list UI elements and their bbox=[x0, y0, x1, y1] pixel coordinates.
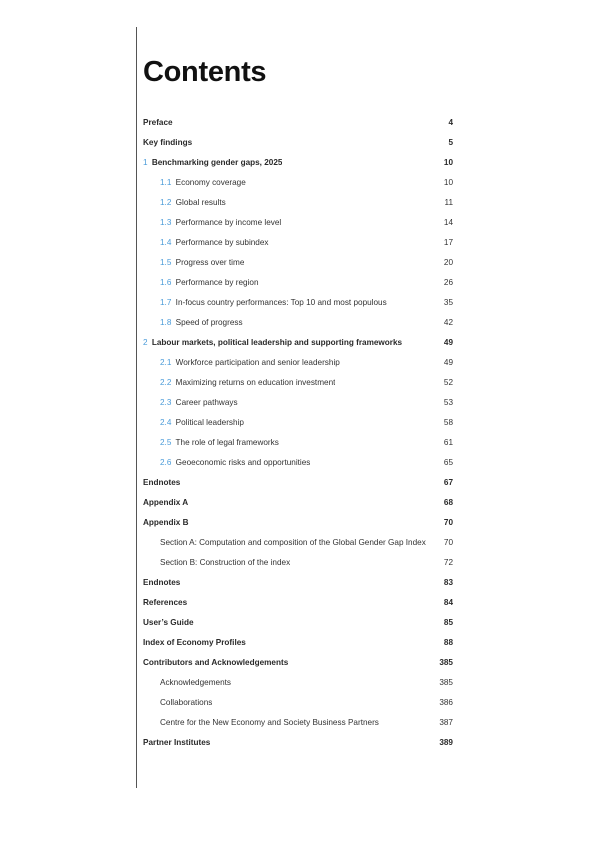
toc-entry[interactable] bbox=[143, 473, 453, 493]
toc-entry-text: Global results bbox=[175, 198, 226, 207]
toc-entry[interactable] bbox=[143, 333, 453, 353]
toc-entry-number: 2.5 bbox=[160, 438, 172, 447]
toc-entry-page: 53 bbox=[443, 398, 453, 407]
toc-entry-label bbox=[143, 133, 192, 153]
toc-entry-number: 1.4 bbox=[160, 238, 172, 247]
toc-entry-number: 1 bbox=[143, 158, 148, 167]
toc-entry-page: 72 bbox=[443, 558, 453, 567]
toc-entry-page: 68 bbox=[443, 498, 453, 507]
toc-entry[interactable] bbox=[143, 713, 453, 733]
toc-entry-text: Centre for the New Economy and Society Business Partners bbox=[160, 718, 379, 727]
toc-entry-page: 88 bbox=[443, 638, 453, 647]
toc-entry-label bbox=[143, 153, 282, 173]
toc-entry-number: 2 bbox=[143, 338, 148, 347]
toc-entry-number: 1.2 bbox=[160, 198, 172, 207]
toc-entry-text: Appendix A bbox=[143, 498, 189, 507]
toc-entry-text: Key findings bbox=[143, 138, 193, 147]
toc-entry[interactable] bbox=[143, 273, 453, 293]
toc-entry[interactable] bbox=[143, 253, 453, 273]
toc-entry-text: Section A: Computation and composition of the Global Gender Gap Index bbox=[160, 538, 426, 547]
toc-entry-label bbox=[160, 433, 279, 453]
toc-entry-text: Preface bbox=[143, 118, 173, 127]
toc-entry-label bbox=[160, 313, 243, 333]
toc-entry-text: Political leadership bbox=[175, 418, 244, 427]
toc-entry-number: 1.7 bbox=[160, 298, 172, 307]
toc-entry-page: 385 bbox=[439, 678, 453, 687]
toc-entry-page: 65 bbox=[443, 458, 453, 467]
toc-entry[interactable] bbox=[143, 673, 453, 693]
toc-entry-label bbox=[143, 513, 189, 533]
toc-entry-page: 85 bbox=[443, 618, 453, 627]
toc-entry-page: 10 bbox=[443, 178, 453, 187]
toc-entry-label bbox=[160, 253, 244, 273]
toc-entry-text: Maximizing returns on education investment bbox=[175, 378, 336, 387]
toc-entry-label bbox=[143, 613, 194, 633]
toc-entry-label bbox=[160, 373, 335, 393]
toc-entry[interactable] bbox=[143, 173, 453, 193]
toc-entry[interactable] bbox=[143, 633, 453, 653]
toc-entry-page: 83 bbox=[443, 578, 453, 587]
toc-entry-page: 52 bbox=[443, 378, 453, 387]
toc-entry-page: 14 bbox=[443, 218, 453, 227]
toc-entry-page: 17 bbox=[443, 238, 453, 247]
toc-entry[interactable] bbox=[143, 553, 453, 573]
toc-entry-text: Endnotes bbox=[143, 478, 181, 487]
toc-entry-text: Progress over time bbox=[175, 258, 245, 267]
toc-entry-label bbox=[143, 473, 180, 493]
toc-entry-page: 386 bbox=[439, 698, 453, 707]
toc-entry-text: Economy coverage bbox=[175, 178, 246, 187]
toc-entry[interactable] bbox=[143, 313, 453, 333]
toc-entry-label bbox=[160, 353, 340, 373]
toc-entry[interactable] bbox=[143, 113, 453, 133]
toc-entry[interactable] bbox=[143, 433, 453, 453]
toc-entry[interactable] bbox=[143, 153, 453, 173]
toc-entry-text: Labour markets, political leadership and supporting frameworks bbox=[151, 338, 403, 347]
toc-entry-label bbox=[160, 673, 231, 693]
toc-entry[interactable] bbox=[143, 653, 453, 673]
toc-entry-text: Collaborations bbox=[160, 698, 213, 707]
toc-entry[interactable] bbox=[143, 573, 453, 593]
toc-entry-page: 35 bbox=[443, 298, 453, 307]
toc-entry-label bbox=[160, 553, 290, 573]
toc-entry-number: 2.4 bbox=[160, 418, 172, 427]
toc-entry-page: 70 bbox=[443, 518, 453, 527]
toc-entry-page: 4 bbox=[448, 118, 453, 127]
toc-entry-number: 1.6 bbox=[160, 278, 172, 287]
toc-entry-page: 58 bbox=[443, 418, 453, 427]
toc-entry-label bbox=[143, 733, 210, 753]
toc-entry-label bbox=[143, 653, 288, 673]
toc-entry-label bbox=[143, 113, 173, 133]
toc-entry-number: 1.1 bbox=[160, 178, 172, 187]
toc-entry[interactable] bbox=[143, 233, 453, 253]
toc-entry-page: 70 bbox=[443, 538, 453, 547]
toc-entry-page: 61 bbox=[443, 438, 453, 447]
toc-entry-text: Geoeconomic risks and opportunities bbox=[175, 458, 311, 467]
toc-entry-page: 389 bbox=[439, 738, 453, 747]
toc-entry-page: 84 bbox=[443, 598, 453, 607]
toc-entry-text: The role of legal frameworks bbox=[175, 438, 279, 447]
toc-entry-text: Career pathways bbox=[175, 398, 238, 407]
toc-entry[interactable] bbox=[143, 533, 453, 553]
toc-entry-page: 67 bbox=[443, 478, 453, 487]
toc-entry-number: 2.1 bbox=[160, 358, 172, 367]
toc-entry-label bbox=[160, 193, 226, 213]
toc-entry-label bbox=[160, 393, 238, 413]
toc-entry-label bbox=[143, 593, 187, 613]
toc-entry-text: Acknowledgements bbox=[160, 678, 231, 687]
toc-entry-text: Workforce participation and senior leadership bbox=[175, 358, 340, 367]
toc-entry-label bbox=[143, 493, 188, 513]
toc-entry-number: 2.3 bbox=[160, 398, 172, 407]
toc-entry[interactable] bbox=[143, 493, 453, 513]
toc-entry-number: 2.6 bbox=[160, 458, 172, 467]
toc-entry-text: Partner Institutes bbox=[143, 738, 211, 747]
toc-entry-number: 1.5 bbox=[160, 258, 172, 267]
page-title: Contents bbox=[143, 56, 267, 88]
toc-entry-label bbox=[160, 713, 379, 733]
toc-entry-text: In-focus country performances: Top 10 and most populous bbox=[175, 298, 387, 307]
toc-entry[interactable] bbox=[143, 513, 453, 533]
toc-entry-text: Section B: Construction of the index bbox=[160, 558, 291, 567]
toc-entry-text: Endnotes bbox=[143, 578, 181, 587]
toc-entry-page: 10 bbox=[443, 158, 453, 167]
toc-entry[interactable] bbox=[143, 593, 453, 613]
toc-entry-text: Speed of progress bbox=[175, 318, 243, 327]
toc-entry-text: Appendix B bbox=[143, 518, 189, 527]
toc-entry-text: Performance by income level bbox=[175, 218, 282, 227]
toc-entry-label bbox=[143, 573, 180, 593]
toc-entry[interactable] bbox=[143, 693, 453, 713]
toc-entry-page: 11 bbox=[444, 198, 453, 207]
toc-entry-page: 49 bbox=[443, 358, 453, 367]
table-of-contents bbox=[143, 113, 453, 753]
toc-entry-label bbox=[143, 633, 246, 653]
toc-entry-label bbox=[160, 293, 387, 313]
toc-entry-label bbox=[160, 533, 426, 553]
toc-entry-page: 42 bbox=[443, 318, 453, 327]
toc-entry-text: Performance by subindex bbox=[175, 238, 269, 247]
toc-entry-label bbox=[160, 693, 212, 713]
toc-entry-page: 385 bbox=[439, 658, 453, 667]
toc-entry-page: 20 bbox=[443, 258, 453, 267]
toc-entry-text: References bbox=[143, 598, 188, 607]
toc-entry[interactable] bbox=[143, 373, 453, 393]
toc-entry-page: 387 bbox=[439, 718, 453, 727]
toc-entry-text: Contributors and Acknowledgements bbox=[143, 658, 289, 667]
toc-entry-page: 26 bbox=[443, 278, 453, 287]
toc-entry-page: 5 bbox=[448, 138, 453, 147]
toc-entry-number: 2.2 bbox=[160, 378, 172, 387]
toc-entry[interactable] bbox=[143, 733, 453, 753]
margin-rule bbox=[136, 27, 137, 788]
toc-entry-label bbox=[160, 173, 246, 193]
toc-entry-number: 1.3 bbox=[160, 218, 172, 227]
toc-entry-label bbox=[160, 453, 310, 473]
toc-entry-text: Benchmarking gender gaps, 2025 bbox=[151, 158, 283, 167]
toc-entry-page: 49 bbox=[443, 338, 453, 347]
toc-entry[interactable] bbox=[143, 413, 453, 433]
toc-entry-label bbox=[143, 333, 402, 353]
toc-entry-label bbox=[160, 413, 244, 433]
toc-entry[interactable] bbox=[143, 393, 453, 413]
toc-entry-label bbox=[160, 233, 269, 253]
toc-entry[interactable] bbox=[143, 353, 453, 373]
toc-entry[interactable] bbox=[143, 613, 453, 633]
toc-entry[interactable] bbox=[143, 133, 453, 153]
toc-entry[interactable] bbox=[143, 293, 453, 313]
toc-entry[interactable] bbox=[143, 193, 453, 213]
toc-entry-text: Index of Economy Profiles bbox=[143, 638, 246, 647]
toc-entry-number: 1.8 bbox=[160, 318, 172, 327]
toc-entry-text: User’s Guide bbox=[143, 618, 194, 627]
toc-entry-text: Performance by region bbox=[175, 278, 259, 287]
toc-entry[interactable] bbox=[143, 453, 453, 473]
toc-entry[interactable] bbox=[143, 213, 453, 233]
toc-entry-label bbox=[160, 213, 281, 233]
toc-entry-label bbox=[160, 273, 259, 293]
